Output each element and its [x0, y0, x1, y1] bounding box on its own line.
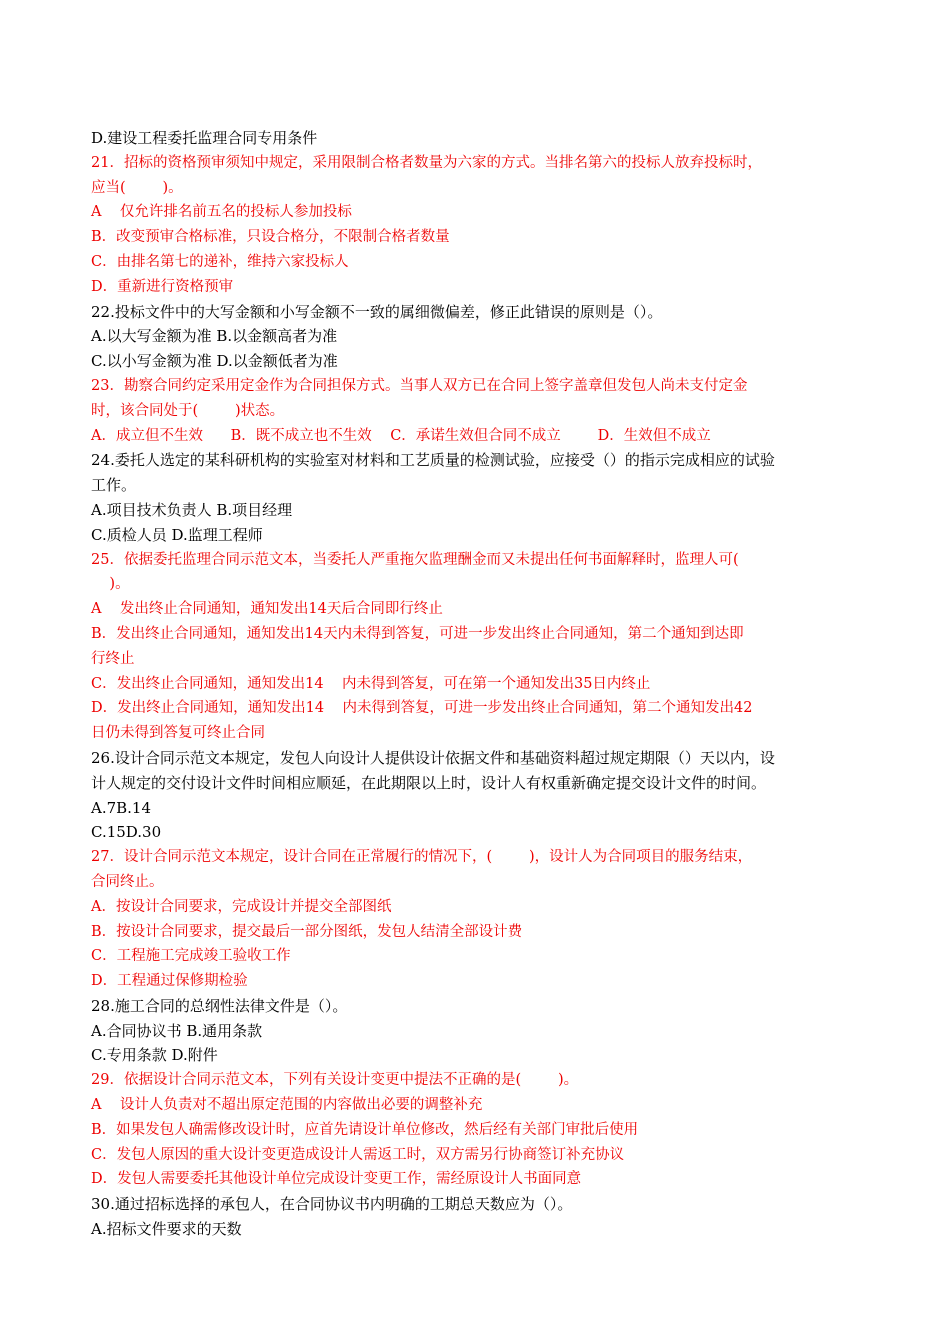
text-line: 时，该合同处于( )状态。 — [91, 402, 285, 419]
text-line: 应当( )。 — [91, 179, 183, 196]
text-line: A.7B.14 — [91, 798, 152, 817]
text-line: 28.施工合同的总纲性法律文件是（）。 — [91, 996, 348, 1015]
text-line: D．重新进行资格预审 — [91, 278, 234, 295]
text-line: 23．勘察合同约定采用定金作为合同担保方式。当事人双方已在合同上签字盖章但发包人尚未支付定金 — [91, 377, 748, 394]
text-line: A.项目技术负责人 B.项目经理 — [91, 500, 293, 519]
text-line: A．按设计合同要求，完成设计并提交全部图纸 — [91, 898, 392, 915]
text-line: A.合同协议书 B.通用条款 — [91, 1021, 263, 1040]
text-line: 计人规定的交付设计文件时间相应顺延，在此期限以上时，设计人有权重新确定提交设计文件的时间。 — [91, 773, 767, 792]
text-line: 日仍未得到答复可终止合同 — [91, 725, 265, 742]
text-line: A.以大写金额为准 B.以金额高者为准 — [91, 327, 338, 346]
text-line: 工作。 — [91, 476, 137, 495]
text-line: A 设计人负责对不超出原定范围的内容做出必要的调整补充 — [91, 1097, 483, 1114]
text-line: 22.投标文件中的大写金额和小写金额不一致的属细微偏差，修正此错误的原则是（）。 — [91, 302, 663, 321]
text-line: A.招标文件要求的天数 — [91, 1220, 242, 1239]
text-line: C．发出终止合同通知，通知发出14 内未得到答复，可在第一个通知发出35日内终止 — [91, 675, 651, 692]
text-line: B．发出终止合同通知，通知发出14天内未得到答复，可进一步发出终止合同通知，第二个通知到达即 — [91, 625, 744, 642]
text-line: 合同终止。 — [91, 873, 164, 890]
text-line: 21．招标的资格预审须知中规定，采用限制合格者数量为六家的方式。当排名第六的投标人放弃投标时， — [91, 154, 762, 171]
text-line: B．如果发包人确需修改设计时，应首先请设计单位修改，然后经有关部门审批后使用 — [91, 1121, 639, 1138]
text-line: C.质检人员 D.监理工程师 — [91, 525, 263, 544]
text-line: A．成立但不生效 B．既不成立也不生效 C．承诺生效但合同不成立 D．生效但不成立 — [91, 427, 711, 444]
text-line: 27．设计合同示范文本规定，设计合同在正常履行的情况下，( )，设计人为合同项目的服务结束， — [91, 849, 753, 866]
text-line: )。 — [91, 576, 130, 593]
text-line: 30.通过招标选择的承包人，在合同协议书内明确的工期总天数应为（）。 — [91, 1195, 573, 1214]
text-line: D．发出终止合同通知，通知发出14 内未得到答复，可进一步发出终止合同通知，第二个通知发出42 — [91, 700, 753, 717]
text-line: 26.设计合同示范文本规定，发包人向设计人提供设计依据文件和基础资料超过规定期限（）天以内，设 — [91, 748, 775, 767]
text-line: C．发包人原因的重大设计变更造成设计人需返工时，双方需另行协商签订补充协议 — [91, 1146, 625, 1163]
document-page — [91, 126, 866, 1242]
text-line: 29．依据设计合同示范文本，下列有关设计变更中提法不正确的是( )。 — [91, 1072, 579, 1089]
text-line: C.15D.30 — [91, 823, 162, 842]
text-line: 24.委托人选定的某科研机构的实验室对材料和工艺质量的检测试验，应接受（）的指示完成相应的试验 — [91, 451, 775, 470]
text-line: A 仅允许排名前五名的投标人参加投标 — [91, 204, 352, 221]
text-line: C．由排名第七的递补，维持六家投标人 — [91, 253, 349, 270]
text-line: D.建设工程委托监理合同专用条件 — [91, 129, 318, 147]
text-line: D．工程通过保修期检验 — [91, 973, 248, 990]
text-line: C．工程施工完成竣工验收工作 — [91, 948, 291, 965]
text-line: D．发包人需要委托其他设计单位完成设计变更工作，需经原设计人书面同意 — [91, 1171, 582, 1188]
text-line: A 发出终止合同通知，通知发出14天后合同即行终止 — [91, 601, 443, 618]
text-line: B．改变预审合格标准，只设合格分，不限制合格者数量 — [91, 229, 450, 246]
text-line: B．按设计合同要求，提交最后一部分图纸，发包人结清全部设计费 — [91, 923, 523, 940]
text-line: C.专用条款 D.附件 — [91, 1046, 218, 1065]
text-line: 25．依据委托监理合同示范文本，当委托人严重拖欠监理酬金而又未提出任何书面解释时，监理人可( — [91, 551, 739, 568]
text-line: 行终止 — [91, 650, 135, 667]
text-line: C.以小写金额为准 D.以金额低者为准 — [91, 352, 338, 371]
